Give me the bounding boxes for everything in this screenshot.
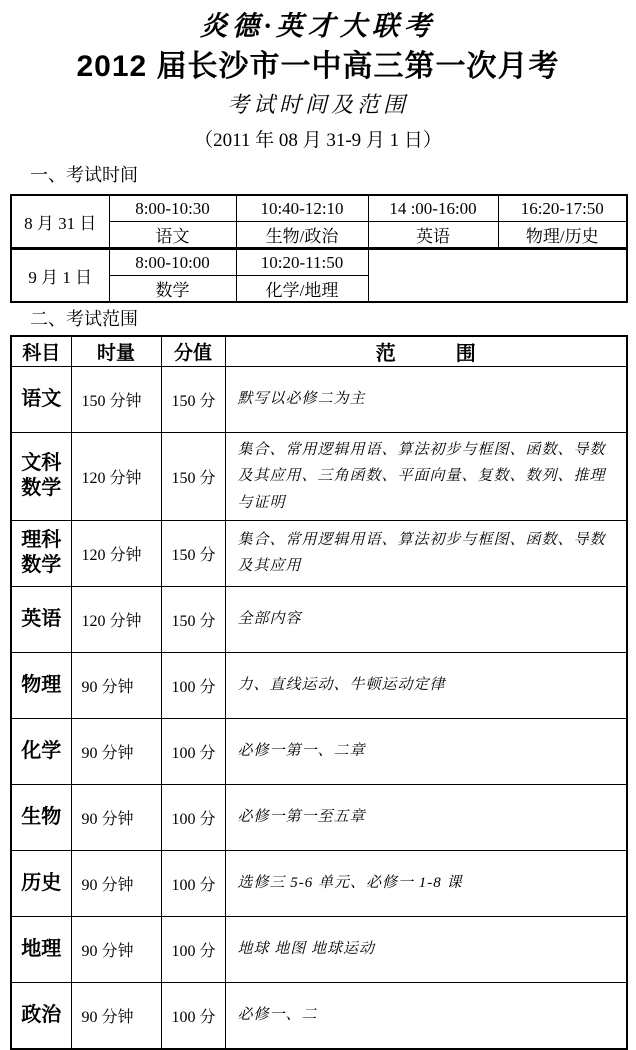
scope-row-liberal-arts-math (11, 433, 627, 521)
schedule-time-cell: 8:00-10:00 (109, 249, 236, 276)
score-value: 100 分 (161, 652, 225, 718)
score-value: 150 分 (161, 586, 225, 652)
duration-value: 90 分钟 (71, 784, 161, 850)
duration-value: 120 分钟 (71, 520, 161, 586)
schedule-subject-cell: 数学 (109, 276, 236, 303)
range-text: 全部内容 (225, 586, 627, 652)
duration-value: 90 分钟 (71, 652, 161, 718)
schedule-time-cell: 16:20-17:50 (498, 195, 627, 222)
subject-label: 语文 (11, 367, 71, 433)
score-value: 100 分 (161, 718, 225, 784)
range-text: 地球 地图 地球运动 (225, 916, 627, 982)
range-text: 集合、常用逻辑用语、算法初步与框图、函数、导数及其应用 (225, 520, 627, 586)
exam-scope-table (10, 335, 628, 1050)
scope-row-science-math (11, 520, 627, 586)
score-value: 100 分 (161, 916, 225, 982)
score-value: 150 分 (161, 520, 225, 586)
duration-value: 90 分钟 (71, 718, 161, 784)
schedule-subject-cell: 语文 (109, 222, 236, 249)
score-value: 100 分 (161, 850, 225, 916)
range-text: 力、直线运动、牛顿运动定律 (225, 652, 627, 718)
scope-row-physics (11, 652, 627, 718)
score-value: 100 分 (161, 784, 225, 850)
subject-label: 物理 (11, 652, 71, 718)
scope-header-range: 范 围 (225, 336, 627, 367)
duration-value: 150 分钟 (71, 367, 161, 433)
range-text: 必修一第一至五章 (225, 784, 627, 850)
schedule-time-cell: 10:20-11:50 (236, 249, 368, 276)
scope-header-subject: 科目 (11, 336, 71, 367)
schedule-subject-cell: 化学/地理 (236, 276, 368, 303)
scope-row-geography (11, 916, 627, 982)
schedule-day1-times-row (11, 195, 627, 222)
schedule-empty-cell (368, 249, 627, 303)
range-text: 选修三 5-6 单元、必修一 1-8 课 (225, 850, 627, 916)
range-text: 必修一、二 (225, 982, 627, 1049)
subject-label: 英语 (11, 586, 71, 652)
schedule-time-cell: 8:00-10:30 (109, 195, 236, 222)
duration-value: 90 分钟 (71, 982, 161, 1049)
scope-header-score: 分值 (161, 336, 225, 367)
schedule-subject-cell: 英语 (368, 222, 498, 249)
subject-label: 生物 (11, 784, 71, 850)
subject-label: 化学 (11, 718, 71, 784)
schedule-time-cell: 14 :00-16:00 (368, 195, 498, 222)
exam-schedule-table (10, 194, 628, 303)
schedule-subject-cell: 物理/历史 (498, 222, 627, 249)
scope-row-chemistry (11, 718, 627, 784)
score-value: 150 分 (161, 433, 225, 521)
section-heading-exam-time: 一、考试时间 (30, 165, 138, 185)
duration-value: 90 分钟 (71, 916, 161, 982)
duration-value: 120 分钟 (71, 586, 161, 652)
subject-label: 文科数学 (11, 433, 71, 521)
scope-row-english (11, 586, 627, 652)
subject-label: 理科数学 (11, 520, 71, 586)
score-value: 100 分 (161, 982, 225, 1049)
scope-row-politics (11, 982, 627, 1049)
schedule-date-sep1: 9 月 1 日 (11, 249, 109, 303)
schedule-subject-cell: 生物/政治 (236, 222, 368, 249)
score-value: 150 分 (161, 367, 225, 433)
subject-label: 历史 (11, 850, 71, 916)
duration-value: 120 分钟 (71, 433, 161, 521)
range-text: 必修一第一、二章 (225, 718, 627, 784)
brand-title: 炎德·英才大联考 (200, 11, 436, 41)
schedule-day2-times-row (11, 249, 627, 276)
document-subtitle: 考试时间及范围 (226, 92, 409, 117)
scope-header-duration: 时量 (71, 336, 161, 367)
scope-row-biology (11, 784, 627, 850)
schedule-time-cell: 10:40-12:10 (236, 195, 368, 222)
exam-title: 2012 届长沙市一中高三第一次月考 (76, 50, 560, 83)
section-heading-exam-scope: 二、考试范围 (30, 309, 138, 329)
duration-value: 90 分钟 (71, 850, 161, 916)
scope-row-history (11, 850, 627, 916)
range-text: 默写以必修二为主 (225, 367, 627, 433)
schedule-date-aug31: 8 月 31 日 (11, 195, 109, 249)
exam-date-range: （2011 年 08 月 31-9 月 1 日） (194, 130, 442, 151)
scope-header-row (11, 336, 627, 367)
subject-label: 地理 (11, 916, 71, 982)
scope-row-chinese (11, 367, 627, 433)
range-text: 集合、常用逻辑用语、算法初步与框图、函数、导数及其应用、三角函数、平面向量、复数、数列、推理与证明 (225, 433, 627, 521)
subject-label: 政治 (11, 982, 71, 1049)
